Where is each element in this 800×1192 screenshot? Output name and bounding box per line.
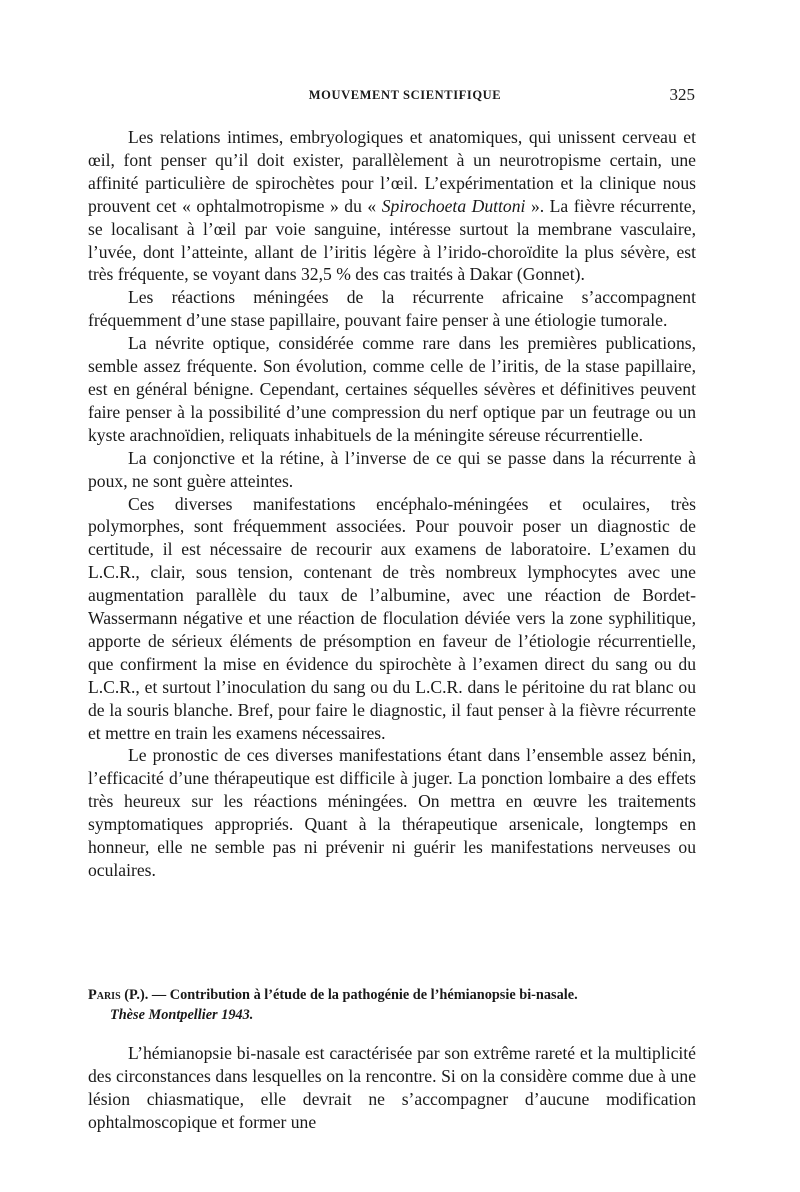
paragraph-conjonctive-retine: La conjonctive et la rétine, à l’inverse de ce qui se passe dans la récurrente à poux, ne sont guère atteintes. — [88, 447, 696, 491]
review-author: Paris (P.). — [88, 987, 149, 1003]
species-name: Spirochoeta Duttoni — [381, 195, 526, 216]
review-citation-line — [88, 985, 700, 1005]
article-body — [88, 126, 696, 882]
review-title: Contribution à l’étude de la pathogénie de l’hémianopsie bi-nasale. — [169, 987, 578, 1003]
paragraph-stase-papillaire: Les réactions méningées de la récurrente africaine s’accompagnent fréquemment d’une stase papillaire, pouvant faire penser à une étiologie tumorale. — [88, 287, 696, 331]
review-thesis: Thèse Montpellier 1943. — [110, 1007, 254, 1023]
review-citation — [88, 985, 700, 1025]
page-number: 325 — [669, 85, 695, 104]
review-paragraph: L’hémianopsie bi-nasale est caractérisée par son extrême rareté et la multiplicité des circonstances dans lesquelles on la rencontre. Si on la considère comme due à une lésion chiasmatique, elle devrait ne s’accompagner d’aucune modification ophtalmoscopique et former une — [88, 1043, 696, 1132]
running-header-title: MOUVEMENT SCIENTIFIQUE — [308, 88, 502, 102]
paragraph-ophtalmotropisme: Les relations intimes, embryologiques et anatomiques, qui unissent cerveau et œil, font penser qu’il doit exister, parallèlement à un neurotropisme certain, une affinité particulière de spirochètes pour l’œil. L’expérimentation et la clinique nous prouvent cet « ophtalmotropisme » du « Spirochoeta Duttoni ». La fièvre récurrente, se localisant à l’œil par voie sanguine, intéresse surtout la membrane vasculaire, l’uvée, dont l’atteinte, allant de l’iritis légère à l’irido-choroïdite la plus sévère, est très fréquente, se voyant dans 32,5 % des cas traités à Dakar (Gonnet). — [88, 127, 696, 285]
review-body — [88, 1042, 696, 1134]
paragraph-pronostic: Le pronostic de ces diverses manifestations étant dans l’ensemble assez bénin, l’efficacité d’une thérapeutique est difficile à juger. La ponction lombaire a des effets très heureux sur les réactions méningées. On mettra en œuvre les traitements symptomatiques appropriés. Quant à la thérapeutique arsenicale, longtemps en honneur, elle ne semble pas ni prévenir ni guérir les manifestations nerveuses ou oculaires. — [88, 745, 696, 880]
review-dash: — — [151, 987, 167, 1003]
paragraph-diagnostic: Ces diverses manifestations encéphalo-méningées et oculaires, très polymorphes, sont fréquemment associées. Pour pouvoir poser un diagnostic de certitude, il est nécessaire de recourir aux examens de laboratoire. L’examen du L.C.R., clair, sous tension, contenant de très nombreux lymphocytes avec une augmentation parallèle du taux de l’albumine, avec une réaction de Bordet-Wassermann négative et une réaction de floculation déviée vers la zone syphilitique, apporte de sérieux éléments de présomption en faveur de l’étiologie récurrentielle, que confirment la mise en évidence du spirochète à l’examen direct du sang ou du L.C.R., et surtout l’inoculation du sang ou du L.C.R. dans le péritoine du rat blanc ou de la souris blanche. Bref, pour faire le diagnostic, il faut penser à la fièvre récurrente et mettre en train les examens nécessaires. — [88, 493, 696, 743]
running-header — [115, 85, 695, 110]
paragraph-nevrite-optique: La névrite optique, considérée comme rare dans les premières publications, semble assez fréquente. Son évolution, comme celle de l’iritis, de la stase papillaire, est en général bénigne. Cependant, certaines séquelles sévères et définitives peuvent faire penser à la possibilité d’une compression du nerf optique par un feutrage ou un kyste arachnoïdien, reliquats inhabituels de la méningite séreuse récurrentielle. — [88, 333, 696, 445]
